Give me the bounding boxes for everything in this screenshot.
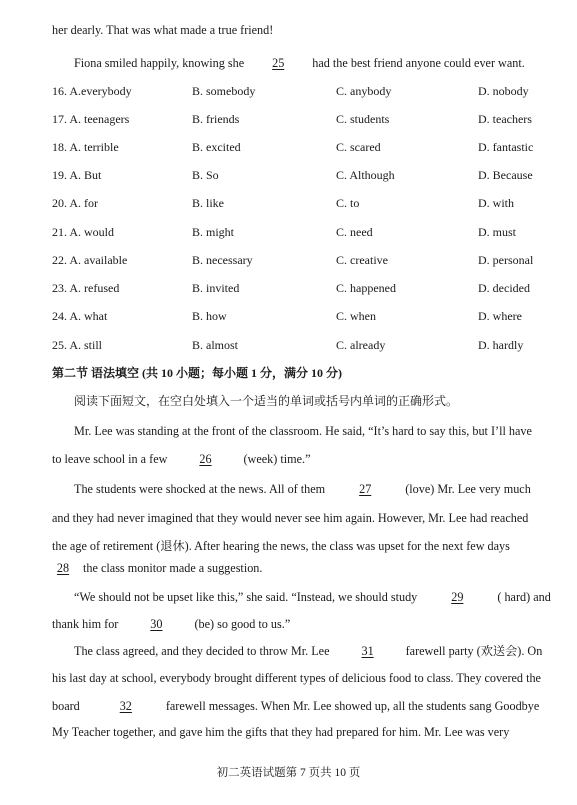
section-instruction: 阅读下面短文，在空白处填入一个适当的单词或括号内单词的正确形式。 (74, 394, 459, 408)
passage-text: (love) Mr. Lee very much (405, 482, 531, 496)
passage-line (74, 643, 542, 659)
passage-text: (be) so good to us.” (194, 617, 291, 631)
option-row (0, 337, 577, 353)
intro-line-1: her dearly. That was what made a true friend! (52, 23, 274, 37)
passage-text: thank him for (52, 617, 119, 631)
option-d: D. hardly (478, 338, 524, 352)
blank-32: 32 (119, 699, 132, 713)
option-b: B. excited (192, 140, 241, 154)
passage-text: board (52, 699, 80, 713)
option-row (0, 111, 577, 127)
section-heading: 第二节 语法填空 (共 10 小题；每小题 1 分，满分 10 分) (52, 366, 342, 380)
option-a: 17. A. teenagers (52, 112, 130, 126)
intro-line-2-text: Fiona smiled happily, knowing she (74, 56, 245, 70)
option-a: 16. A.everybody (52, 84, 132, 98)
page-footer: 初二英语试题第 7 页共 10 页 (216, 767, 361, 779)
passage-text: (week) time.” (243, 452, 311, 466)
option-d: D. fantastic (478, 140, 534, 154)
option-b: B. invited (192, 281, 240, 295)
passage-text: “We should not be upset like this,” she said. “Instead, we should study (74, 590, 418, 604)
passage-line: and they had never imagined that they would never see him again. However, Mr. Lee had reached (52, 511, 529, 525)
passage-text: The students were shocked at the news. All of them (74, 482, 326, 496)
option-row (0, 252, 577, 268)
option-a: 20. A. for (52, 196, 98, 210)
option-a: 22. A. available (52, 253, 128, 267)
passage-line: My Teacher together, and gave him the gifts that they had prepared for him. Mr. Lee was very (52, 725, 510, 739)
passage-line (52, 698, 539, 714)
option-b: B. somebody (192, 84, 256, 98)
passage-line (52, 451, 311, 467)
option-a: 18. A. terrible (52, 140, 119, 154)
option-c: C. anybody (336, 84, 392, 98)
option-b: B. almost (192, 338, 239, 352)
passage-text: ( hard) and (497, 590, 551, 604)
passage-line: his last day at school, everybody brought different types of delicious food to class. They covered the (52, 671, 541, 685)
option-a: 23. A. refused (52, 281, 120, 295)
option-row (0, 308, 577, 324)
option-b: B. friends (192, 112, 240, 126)
option-b: B. So (192, 168, 219, 182)
blank-26: 26 (199, 452, 212, 466)
blank-27: 27 (359, 482, 372, 496)
option-c: C. students (336, 112, 390, 126)
option-d: D. where (478, 309, 522, 323)
option-row (0, 139, 577, 155)
option-c: C. when (336, 309, 376, 323)
intro-line-2 (74, 55, 525, 71)
option-b: B. necessary (192, 253, 253, 267)
option-d: D. must (478, 225, 517, 239)
blank-28: 28 (56, 561, 70, 575)
option-b: B. might (192, 225, 235, 239)
option-d: D. teachers (478, 112, 532, 126)
passage-line (52, 616, 290, 632)
passage-line (74, 589, 551, 605)
blank-29: 29 (451, 590, 464, 604)
option-b: B. how (192, 309, 227, 323)
option-d: D. nobody (478, 84, 529, 98)
blank-30: 30 (150, 617, 163, 631)
option-row (0, 167, 577, 183)
passage-line: Mr. Lee was standing at the front of the classroom. He said, “It’s hard to say this, but I’ll have (74, 424, 532, 438)
passage-text: farewell party (欢送会). On (405, 644, 543, 658)
passage-text: to leave school in a few (52, 452, 168, 466)
option-b: B. like (192, 196, 224, 210)
option-a: 21. A. would (52, 225, 115, 239)
option-a: 19. A. But (52, 168, 102, 182)
passage-line (74, 481, 531, 497)
option-row (0, 83, 577, 99)
option-a: 25. A. still (52, 338, 103, 352)
option-row (0, 224, 577, 240)
option-row (0, 195, 577, 211)
option-c: C. to (336, 196, 360, 210)
passage-text: The class agreed, and they decided to throw Mr. Lee (74, 644, 330, 658)
option-d: D. personal (478, 253, 534, 267)
intro-line-2-text-end: had the best friend anyone could ever want. (312, 56, 525, 70)
option-d: D. with (478, 196, 514, 210)
option-c: C. scared (336, 140, 381, 154)
option-c: C. need (336, 225, 373, 239)
passage-line (52, 560, 262, 576)
passage-text: the class monitor made a suggestion. (83, 561, 263, 575)
option-c: C. happened (336, 281, 396, 295)
option-a: 24. A. what (52, 309, 108, 323)
option-row (0, 280, 577, 296)
blank-31: 31 (361, 644, 374, 658)
option-d: D. decided (478, 281, 530, 295)
option-c: C. creative (336, 253, 388, 267)
option-c: C. Although (336, 168, 395, 182)
passage-text: farewell messages. When Mr. Lee showed up, all the students sang Goodbye (165, 699, 540, 713)
option-d: D. Because (478, 168, 533, 182)
blank-25: 25 (272, 56, 285, 70)
passage-line: the age of retirement (退休). After hearing the news, the class was upset for the next few days (52, 539, 510, 553)
option-c: C. already (336, 338, 386, 352)
